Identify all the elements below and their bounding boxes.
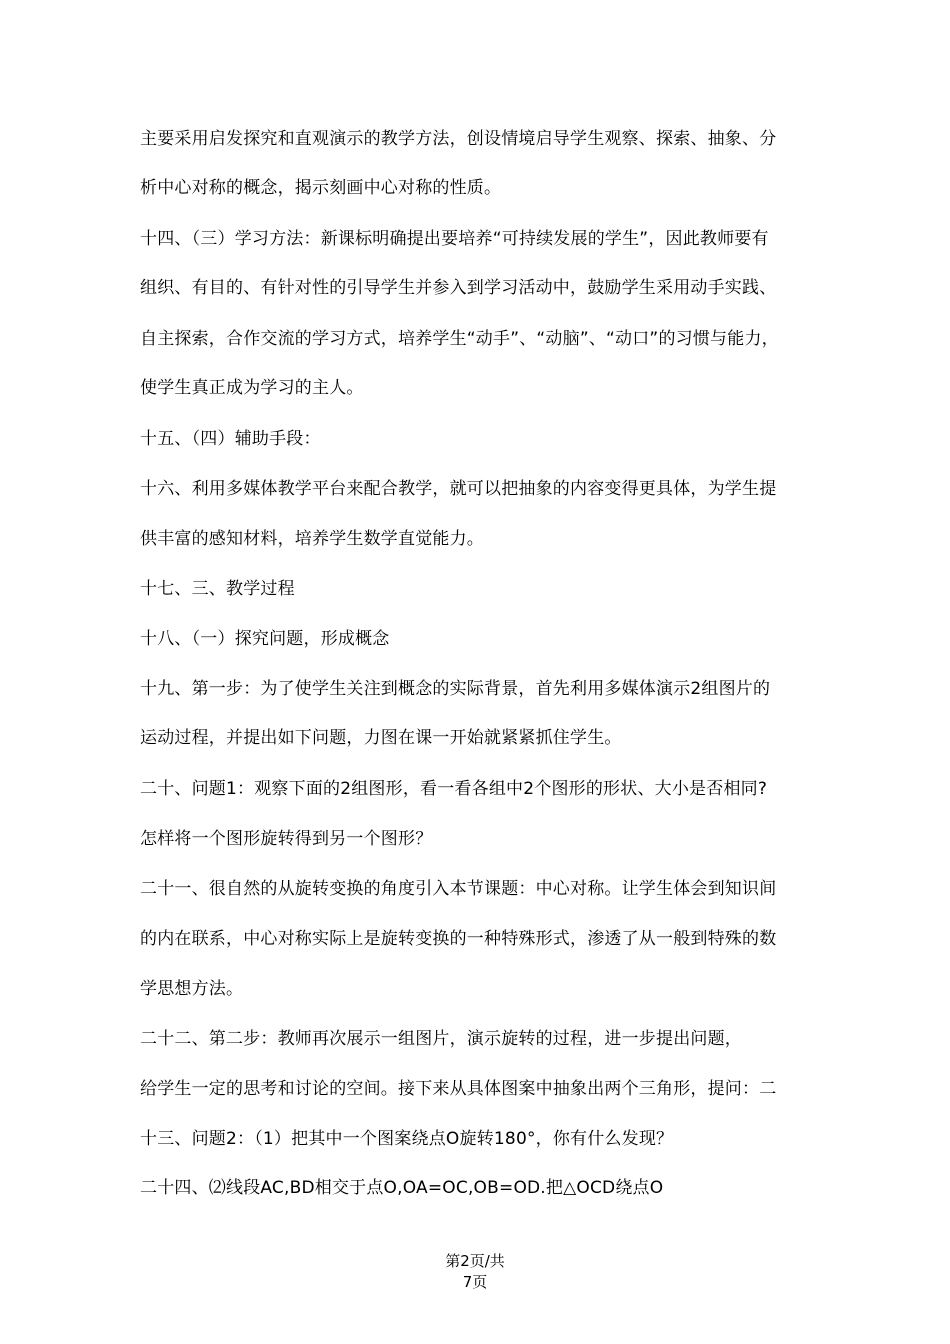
text-line: 十五、（四）辅助手段： (140, 429, 321, 449)
text-line: 十七、三、教学过程 (140, 579, 295, 599)
text-line: 主要采用启发探究和直观演示的教学方法，创设情境启导学生观察、探索、抽象、分 (140, 129, 777, 149)
page-number: 第2页/共 (445, 1252, 505, 1270)
text-line: 二十一、很自然的从旋转变换的角度引入本节课题：中心对称。让学生体会到知识间 (140, 879, 777, 899)
text-line: 二十四、⑵线段AC,BD相交于点O,OA=OC,OB=OD.把△OCD绕点O (140, 1178, 664, 1198)
page-total: 7页 (462, 1273, 488, 1291)
text-line: 十六、利用多媒体教学平台来配合教学，就可以把抽象的内容变得更具体，为学生提 (140, 479, 777, 499)
text-line: 给学生一定的思考和讨论的空间。接下来从具体图案中抽象出两个三角形，提问：二 (140, 1079, 777, 1099)
text-line: 供丰富的感知材料，培养学生数学直觉能力。 (140, 529, 484, 549)
text-line: 二十、问题1：观察下面的2组图形，看一看各组中2个图形的形状、大小是否相同? (140, 779, 768, 799)
text-line: 十四、（三）学习方法：新课标明确提出要培养“可持续发展的学生”，因此教师要有 (140, 229, 769, 249)
text-line: 二十二、第二步：教师再次展示一组图片，演示旋转的过程，进一步提出问题， (140, 1029, 742, 1049)
text-line: 组织、有目的、有针对性的引导学生并参入到学习活动中，鼓励学生采用动手实践、 (140, 278, 777, 298)
text-line: 使学生真正成为学习的主人。 (140, 378, 364, 398)
text-line: 的内在联系，中心对称实际上是旋转变换的一种特殊形式，渗透了从一般到特殊的数 (140, 929, 777, 949)
text-line: 自主探索，合作交流的学习方式，培养学生“动手”、“动脑”、“动口”的习惯与能力， (140, 329, 779, 349)
text-line: 学思想方法。 (140, 979, 244, 999)
text-line: 十九、第一步：为了使学生关注到概念的实际背景，首先利用多媒体演示2组图片的 (140, 679, 771, 699)
text-line: 十八、（一）探究问题，形成概念 (140, 629, 390, 649)
text-line: 十三、问题2：（1）把其中一个图案绕点O旋转180°，你有什么发现？ (140, 1129, 674, 1149)
text-line: 运动过程，并提出如下问题，力图在课一开始就紧紧抓住学生。 (140, 728, 622, 748)
text-line: 析中心对称的概念，揭示刻画中心对称的性质。 (140, 178, 502, 198)
text-line: 怎样将一个图形旋转得到另一个图形？ (140, 829, 433, 849)
